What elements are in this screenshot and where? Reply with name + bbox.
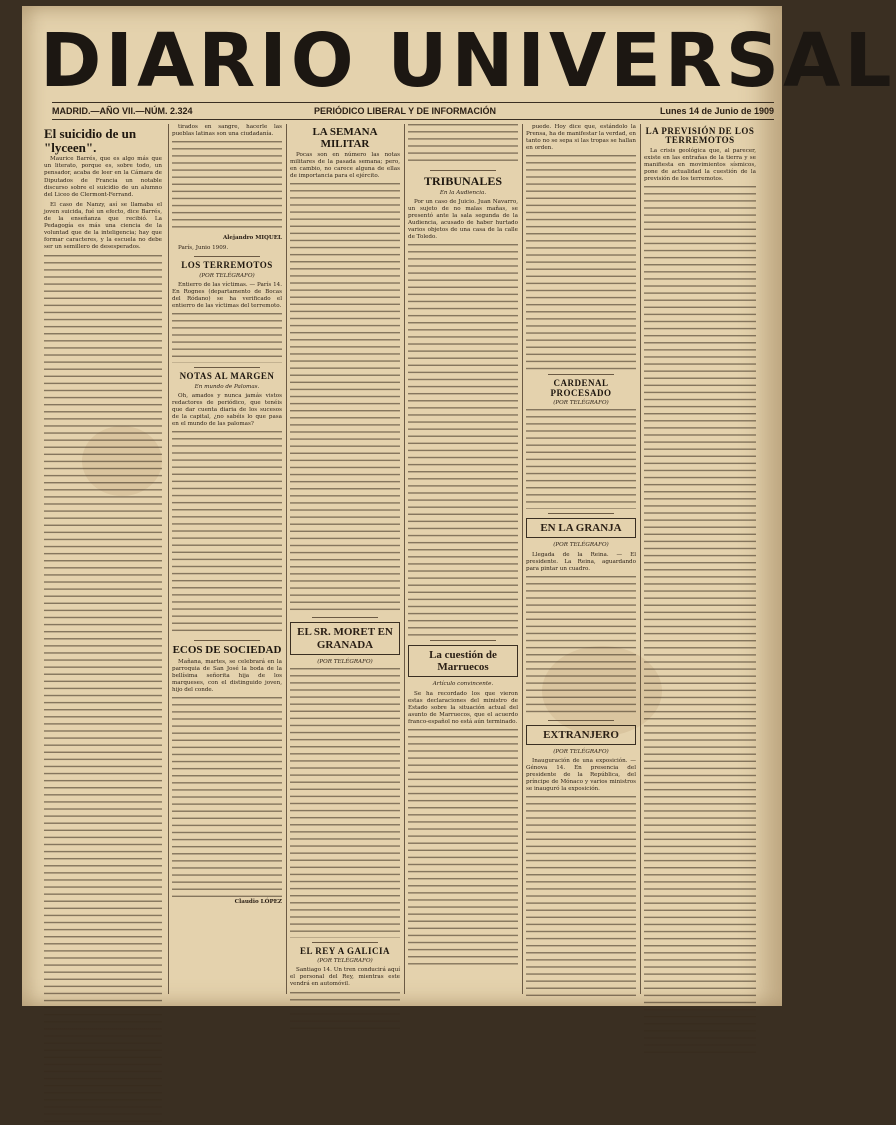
section-headline-notas: NOTAS AL MARGEN	[179, 371, 275, 382]
article-paragraph: Santiago 14. Un tren conducirá aquí el personal del Rey, mientras este vendrá en automóvil.	[290, 967, 400, 988]
body-text-block	[290, 668, 400, 938]
section-subhead: En la Audiencia.	[439, 189, 487, 196]
article-paragraph: Se ha recordado los que vieron estas declaraciones del ministro de Estado sobre la situación actual del asunto de Marruecos, que el acuerdo franco-español no está aún terminado.	[408, 690, 518, 725]
issue-date: Lunes 14 de Junio de 1909	[659, 106, 774, 116]
section-headline-marruecos: La cuestión de Marruecos	[408, 645, 518, 677]
article-paragraph: tirados en sangre, hacerle las pueblas latinas son una ciudadanía.	[172, 124, 282, 138]
body-text-block	[44, 255, 162, 1125]
article-paragraph: El caso de Nanzy, así se llamaba el joven suicida, fué un efecto, dice Barrés, de la enseñanza que recibió. La Pedagogía es más una ciencia de la voluntad que de la inteligencia; hay que formar caracteres, y la escuela no debe ser un semillero de desesperados.	[44, 201, 162, 251]
article-lead: Maurice Barrés, que es algo más que un literato, porque es, sobre todo, un pensador, acaba de leer en la Cámara de Diputados de Francia un notable discurso sobre el suicidio de un alumno del Liceo de Clermont-Ferrand.	[44, 156, 162, 198]
author-signature: Claudio LÓPEZ	[234, 899, 282, 906]
body-text-block	[526, 576, 636, 716]
section-subhead: (POR TELÉGRAFO)	[553, 400, 609, 407]
column-1	[44, 124, 162, 994]
column-rule	[168, 124, 169, 994]
section-headline-extranjero: EXTRANJERO	[526, 725, 636, 745]
column-3	[290, 124, 400, 994]
divider	[194, 256, 260, 257]
column-5	[526, 124, 636, 994]
body-text-block	[408, 244, 518, 636]
body-text-block	[172, 431, 282, 636]
column-rule	[404, 124, 405, 994]
column-4	[408, 124, 518, 994]
section-headline-semana-militar: LA SEMANA MILITAR	[312, 126, 378, 150]
body-text-block	[526, 409, 636, 509]
issue-number: MADRID.—AÑO VII.—NÚM. 2.324	[52, 106, 193, 116]
article-paragraph: La crisis geológica que, al parecer, existe en las entrañas de la tierra y se manifiesta en movimientos sísmicos, pone de actualidad la cuestión de la previsión de los terremotos.	[644, 147, 756, 183]
section-headline-granja: EN LA GRANJA	[526, 518, 636, 538]
divider	[548, 513, 614, 514]
body-text-block	[408, 124, 518, 166]
column-2	[172, 124, 282, 994]
column-rule	[640, 124, 641, 994]
author-signature: Alejandro MIQUEL	[222, 235, 282, 242]
divider	[430, 640, 496, 641]
body-text-block	[290, 183, 400, 613]
section-headline-rey-galicia: EL REY A GALICIA	[300, 945, 390, 956]
section-subhead: (POR TELÉGRAFO)	[553, 542, 609, 549]
article-paragraph: Oh, amados y nunca jamás vistos redactores de periódico, que tenéis que dar cuenta diaria de los sucesos de la capital, ¿no sabéis lo que pasa en el mundo de las palomas?	[172, 392, 282, 428]
section-subhead: (POR TELÉGRAFO)	[199, 272, 255, 279]
body-text-block	[526, 796, 636, 996]
section-headline-cardenal: CARDENAL PROCESADO	[550, 378, 612, 398]
column-6	[644, 124, 756, 994]
body-text-block	[172, 697, 282, 897]
dateline: París, Junio 1909.	[178, 245, 229, 252]
body-text-block	[408, 729, 518, 969]
section-subhead: En mundo de Palomas.	[194, 383, 260, 390]
column-rule	[522, 124, 523, 994]
section-headline-prevision: LA PREVISIÓN DE LOS TERREMOTOS	[645, 126, 755, 146]
divider	[312, 942, 378, 943]
article-paragraph: Entierro de las víctimas. — París 14. En Rognes (departamento de Bocas del Ródano) se ha verificado el entierro de las víctimas del terremoto.	[172, 281, 282, 310]
article-paragraph: Mañana, martes, se celebrará en la parroquia de San José la boda de la bellísima señorita hija de los marqueses, con el distinguido joven, hijo del conde.	[172, 658, 282, 694]
body-text-block	[172, 141, 282, 233]
section-headline-tribunales: TRIBUNALES	[423, 174, 503, 188]
article-paragraph: Por un caso de Juicio. Juan Navarro, un sujeto de no malas mañas, se presentó ante la sala segunda de la Audiencia, acusado de haber hurtado varios objetos de una casa de la calle de Toledo.	[408, 198, 518, 241]
section-headline-ecos: ECOS DE SOCIEDAD	[172, 644, 282, 657]
article-headline-suicidio: El suicidio de un "lyceen".	[44, 126, 137, 155]
section-subhead: (POR TELÉGRAFO)	[553, 748, 609, 755]
body-text-block	[172, 313, 282, 363]
article-paragraph: Pocas son en número las notas militares de la pasada semana; pero, en cambio, no carece alguna de ellas de importancia para el ejército.	[290, 152, 400, 180]
divider	[194, 367, 260, 368]
masthead-title: DIARIO UNIVERSAL	[40, 18, 896, 104]
body-text-block	[644, 186, 756, 1056]
newspaper-page	[22, 6, 896, 1006]
divider	[194, 640, 260, 641]
divider	[548, 374, 614, 375]
section-subhead: (POR TELÉGRAFO)	[317, 958, 373, 965]
body-text-block	[526, 155, 636, 370]
divider	[312, 617, 378, 618]
section-headline-moret: EL SR. MORET EN GRANADA	[290, 622, 400, 654]
section-headline-terremotos: LOS TERREMOTOS	[181, 260, 273, 271]
section-subhead: Artículo convincente.	[432, 681, 494, 688]
body-text-block	[290, 992, 400, 1032]
divider	[430, 170, 496, 171]
column-rule	[286, 124, 287, 994]
newspaper-subtitle: PERIÓDICO LIBERAL Y DE INFORMACIÓN	[314, 106, 497, 116]
section-subhead: (POR TELÉGRAFO)	[317, 658, 373, 665]
info-bar	[52, 102, 774, 120]
article-paragraph: Llegada de la Reina. — El presidente. La Reina, aguardando para pintar un cuadro.	[526, 551, 636, 572]
article-paragraph: Inauguración de una exposición. — Génova 14. En presencia del presidente de la República, del príncipe de Mónaco y varios ministros se inauguró la exposición.	[526, 758, 636, 793]
divider	[548, 720, 614, 721]
article-paragraph: puede. Hoy dice que, estándolo la Prensa, ha de manifestar la verdad, en tanto no se sepa si las tropas se hallan en orden.	[526, 124, 636, 152]
